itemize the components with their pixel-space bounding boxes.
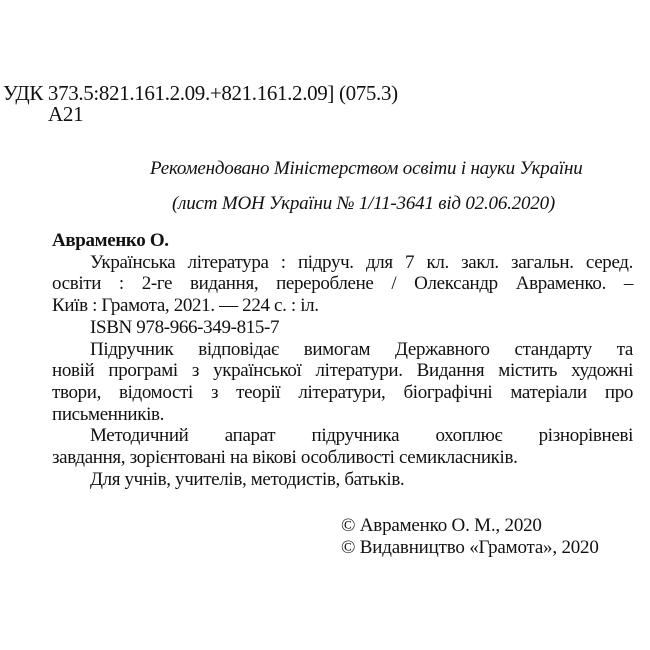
isbn: ISBN 978-966-349-815-7 — [90, 316, 280, 338]
annotation-line: новій програмі з української літератури. Видання містить художні — [52, 360, 633, 382]
annotation-line: Підручник відповідає вимогам Державного стандарту та — [90, 338, 633, 360]
description-line: Київ : Грамота, 2021. — 224 с. : іл. — [52, 295, 319, 317]
copyright-publisher: © Видавництво «Грамота», 2020 — [341, 537, 599, 558]
udk-code: УДК 373.5:821.161.2.09.+821.161.2.09] (075.3) — [3, 81, 398, 105]
description-line: Українська література : підруч. для 7 кл. закл. загальн. серед. — [90, 251, 633, 273]
bibliographic-record — [52, 230, 633, 490]
annotation-line: письменників. — [52, 403, 165, 425]
annotation-line: Методичний апарат підручника охоплює різнорівневі — [90, 425, 633, 447]
annotation-line: твори, відомості з теорії літератури, біографічні матеріали про — [52, 381, 633, 403]
author-heading: Авраменко О. — [52, 230, 169, 251]
recommendation-line: Рекомендовано Міністерством освіти і науки України — [150, 158, 583, 179]
audience-line: Для учнів, учителів, методистів, батьків. — [90, 468, 405, 490]
copyright-block — [341, 515, 599, 559]
description-line: освіти : 2-ге видання, перероблене / Олександр Авраменко. – — [52, 273, 633, 295]
annotation-line: завдання, зорієнтовані на вікові особливості семикласників. — [52, 447, 518, 469]
ministry-letter-reference: (лист МОН України № 1/11-3641 від 02.06.2020) — [172, 193, 556, 214]
author-mark: А21 — [48, 102, 84, 126]
copyright-author: © Авраменко О. М., 2020 — [341, 515, 542, 536]
